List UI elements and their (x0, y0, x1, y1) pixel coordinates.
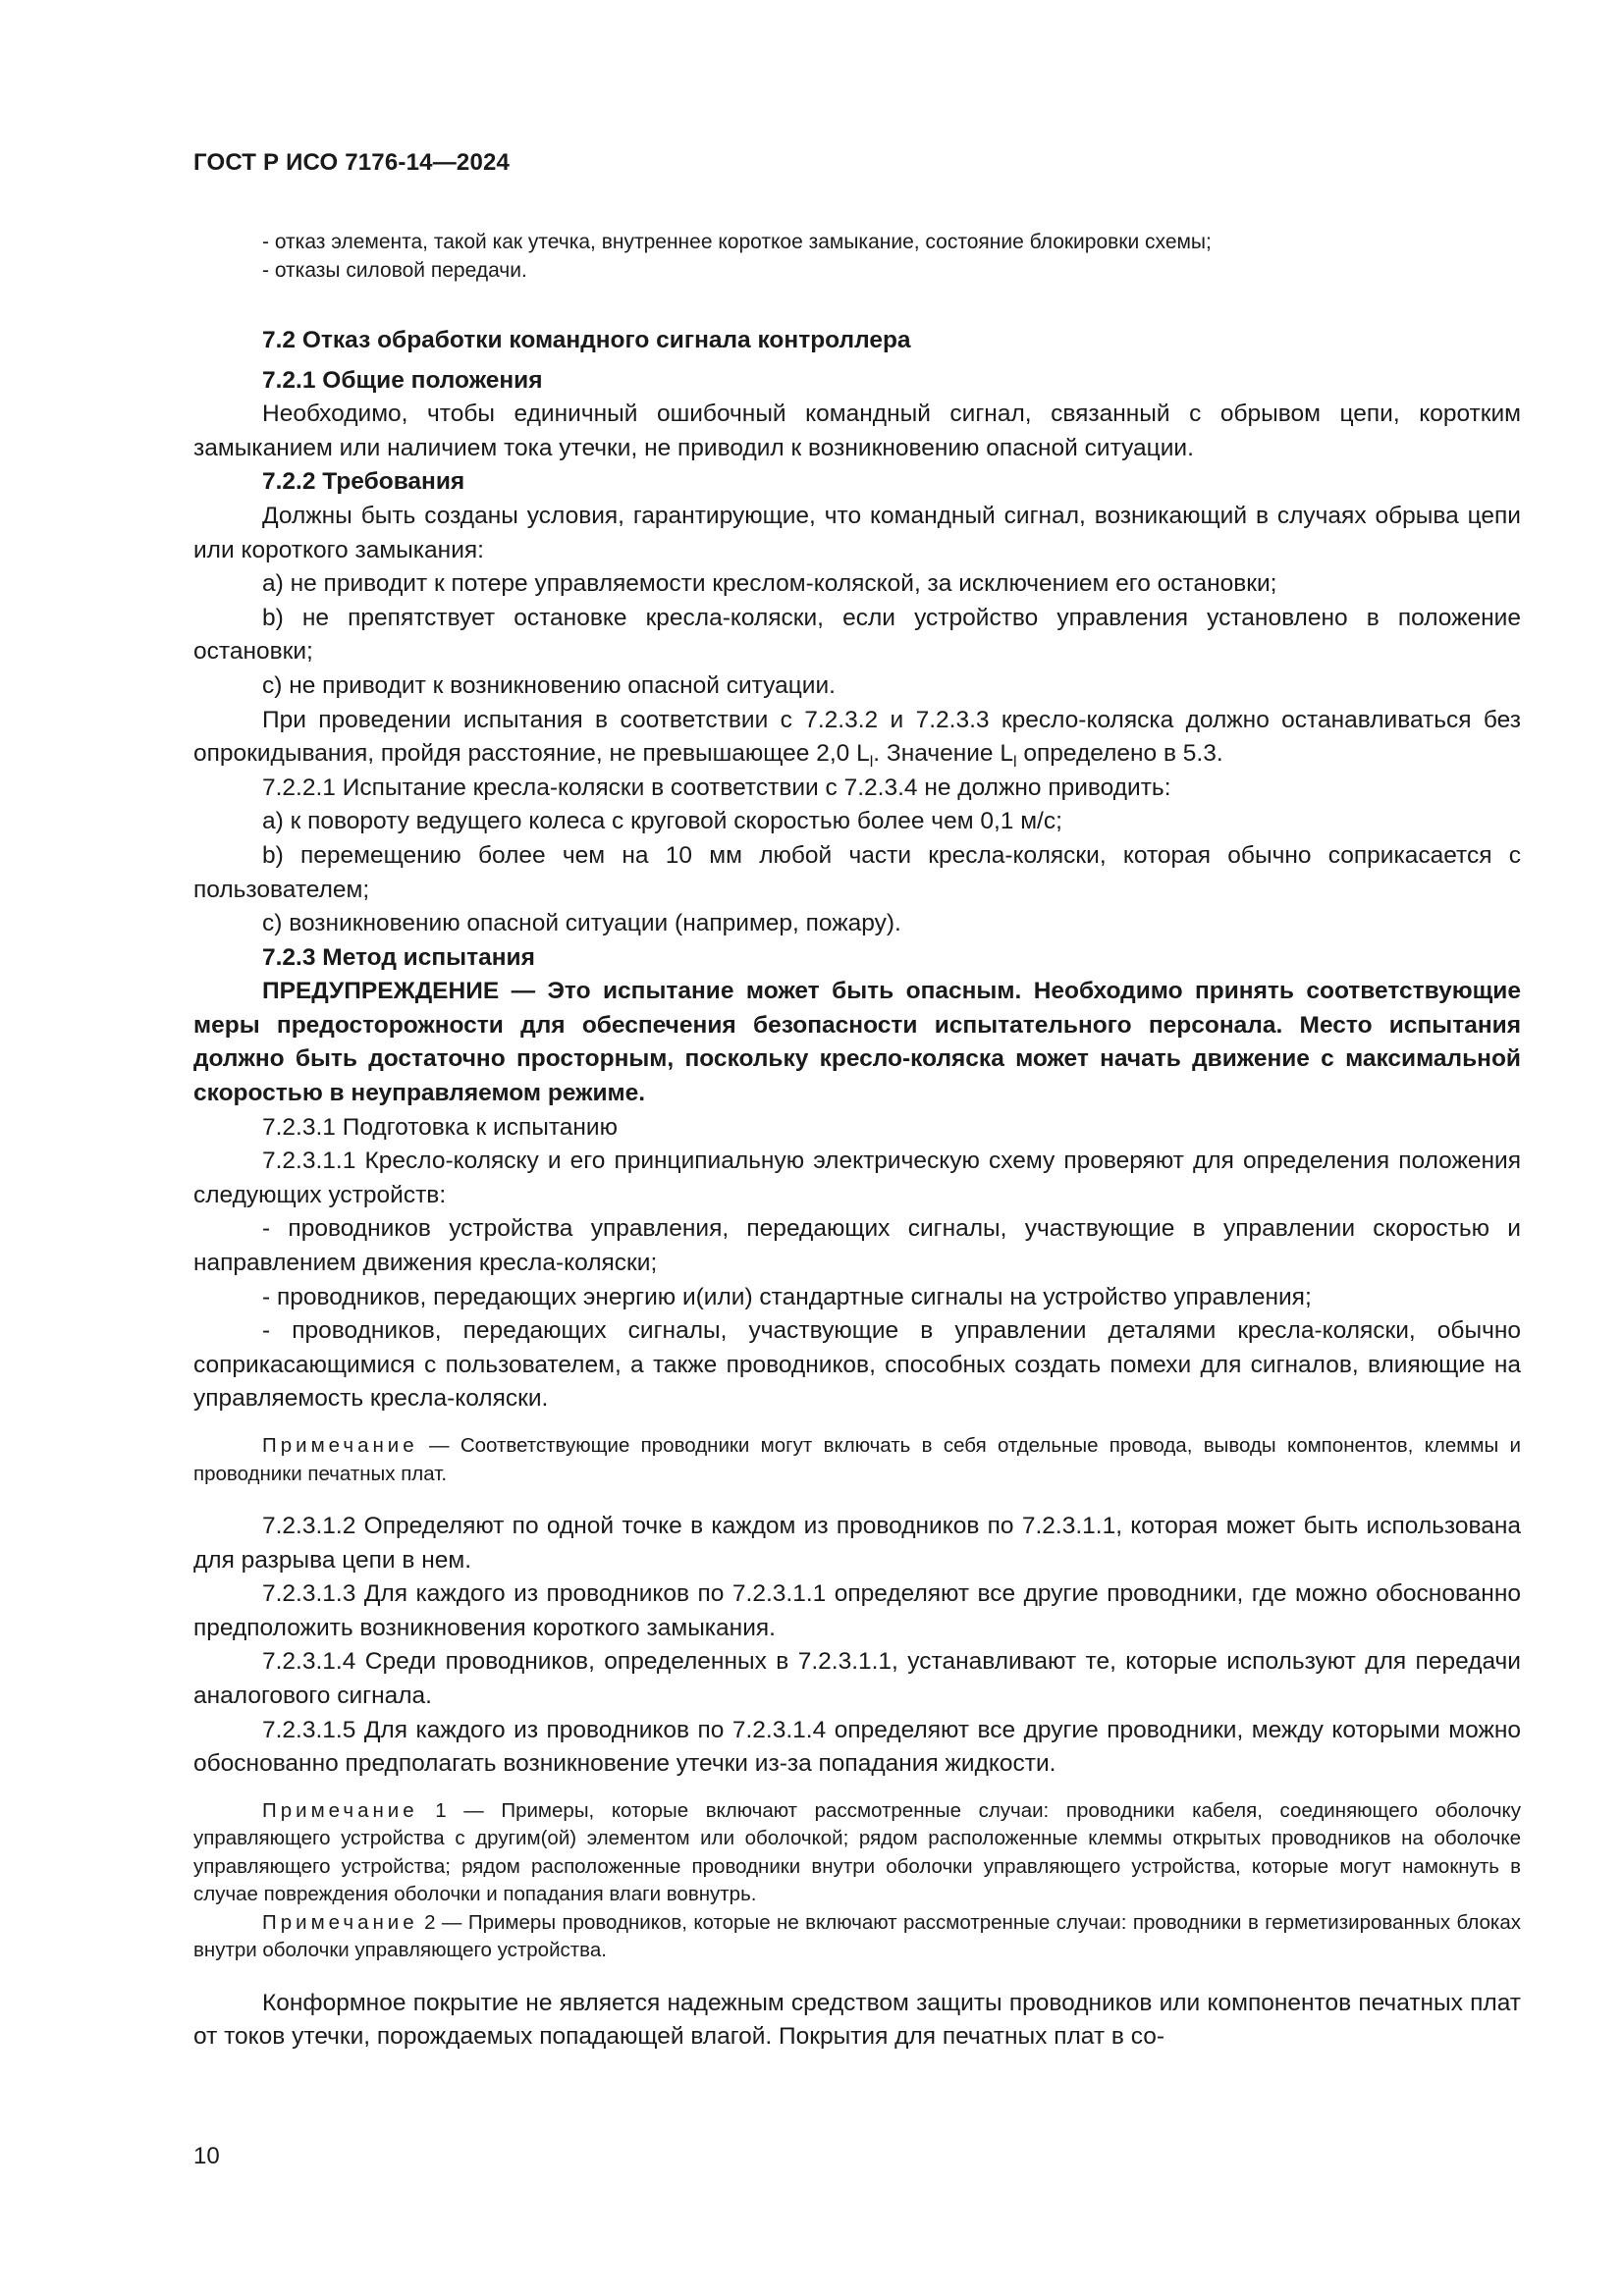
paragraph: Необходимо, чтобы единичный ошибочный командный сигнал, связанный с обрывом цепи, коротким замыканием или наличием тока утечки, не приводил к возникновению опасной ситуации. (193, 400, 1521, 461)
list-item: c) не приводит к возникновению опасной ситуации. (262, 671, 836, 699)
list-item: - проводников устройства управления, передающих сигналы, участвующие в управлении скоростью и направлением движения кресла-коляски; (193, 1215, 1521, 1277)
paragraph: 7.2.3.1.4 Среди проводников, определенных в 7.2.3.1.1, устанавливают те, которые используют для передачи аналогового сигнала. (193, 1648, 1521, 1709)
note-paragraph (193, 1432, 1521, 1488)
text-run: . Значение L (873, 740, 1013, 768)
paragraph: 7.2.2.1 Испытание кресла-коляски в соответствии с 7.2.3.4 не должно приводить: (262, 774, 1171, 801)
paragraph: Конформное покрытие не является надежным средством защиты проводников или компонентов печатных плат от токов утечки, порождаемых попадающей влагой. Покрытия для печатных плат в со- (193, 1989, 1521, 2051)
list-item: a) не приводит к потере управляемости креслом-коляской, за исключением его остановки; (262, 570, 1277, 598)
note-label: Примечание (262, 1434, 418, 1457)
section-heading-7-2-1: 7.2.1 Общие положения (262, 366, 543, 394)
note-label: Примечание (262, 1910, 418, 1934)
list-item: a) к повороту ведущего колеса с круговой скоростью более чем 0,1 м/с; (262, 808, 1062, 835)
paragraph: 7.2.3.1.3 Для каждого из проводников по 7.2.3.1.1 определяют все другие проводники, где можно обоснованно предположить возникновения короткого замыкания. (193, 1580, 1521, 1641)
list-item: - проводников, передающих сигналы, участвующие в управлении деталями кресла-коляски, обычно соприкасающимися с пользователем, а также проводников, способных создать помехи для сигналов, влияющие на управляемость кресла-коляски. (193, 1317, 1521, 1413)
paragraph: 7.2.3.1.5 Для каждого из проводников по 7.2.3.1.4 определяют все другие проводники, между которыми можно обоснованно предполагать возникновение утечки из-за попадания жидкости. (193, 1716, 1521, 1778)
note-text: — Соответствующие проводники могут включать в себя отдельные провода, выводы компонентов, клеммы и проводники печатных плат. (193, 1434, 1521, 1485)
list-item: b) не препятствует остановке кресла-коляски, если устройство управления установлено в положение остановки; (193, 604, 1521, 666)
note-paragraph (193, 1797, 1521, 1909)
section-heading-7-2: 7.2 Отказ обработки командного сигнала контроллера (262, 327, 911, 353)
list-item: - проводников, передающих энергию и(или) стандартные сигналы на устройство управления; (262, 1283, 1312, 1310)
subscript: l (869, 754, 874, 772)
note-paragraph (193, 1909, 1521, 1965)
text-run: определено в 5.3. (1016, 740, 1223, 768)
paragraph: Должны быть созданы условия, гарантирующие, что командный сигнал, возникающий в случаях обрыва цепи или короткого замыкания: (193, 502, 1521, 563)
document-body (193, 228, 1521, 2055)
page-number: 10 (193, 2143, 220, 2169)
list-item: - отказ элемента, такой как утечка, внутреннее короткое замыкание, состояние блокировки схемы; (262, 231, 1212, 253)
note-text: 2 — Примеры проводников, которые не включают рассмотренные случаи: проводники в герметизированных блоках внутри оболочки управляющего устройства. (193, 1910, 1521, 1962)
list-item: - отказы силовой передачи. (262, 259, 527, 282)
note-label: Примечание (262, 1798, 418, 1822)
paragraph: 7.2.3.1.2 Определяют по одной точке в каждом из проводников по 7.2.3.1.1, которая может быть использована для разрыва цепи в нем. (193, 1513, 1521, 1574)
document-header: ГОСТ Р ИСО 7176-14—2024 (193, 149, 511, 176)
list-item: b) перемещению более чем на 10 мм любой части кресла-коляски, которая обычно соприкасается с пользователем; (193, 841, 1521, 903)
paragraph-test-distance (193, 704, 1521, 772)
paragraph: 7.2.3.1 Подготовка к испытанию (262, 1113, 618, 1141)
text-run: При проведении испытания в соответствии с 7.2.3.2 и 7.2.3.3 кресло-коляска должно останавливаться без опрокидывания, пройдя расстояние, не превышающее 2,0 L (193, 706, 1521, 768)
list-item: c) возникновению опасной ситуации (например, пожару). (262, 910, 901, 937)
paragraph: 7.2.3.1.1 Кресло-коляску и его принципиальную электрическую схему проверяют для определения положения следующих устройств: (193, 1148, 1521, 1208)
section-heading-7-2-3: 7.2.3 Метод испытания (262, 943, 535, 971)
subscript: l (1013, 754, 1017, 772)
warning-paragraph: ПРЕДУПРЕЖДЕНИЕ — Это испытание может быть опасным. Необходимо принять соответствующие меры предосторожности для обеспечения безопасности испытательного персонала. Место испытания должно быть достаточно просторным, поскольку кресло-коляска может начать движение с максимальной скоростью в неуправляемом режиме. (193, 978, 1521, 1107)
section-heading-7-2-2: 7.2.2 Требования (262, 468, 465, 496)
note-text: 1 — Примеры, которые включают рассмотренные случаи: проводники кабеля, соединяющего оболочку управляющего устройства с другим(ой) элементом или оболочкой; рядом расположенные клеммы открытых проводников на оболочке управляющего устройства; рядом расположенные проводники внутри оболочки управляющего устройства, которые могут намокнуть в случае повреждения оболочки и попадания влаги вовнутрь. (193, 1798, 1521, 1906)
